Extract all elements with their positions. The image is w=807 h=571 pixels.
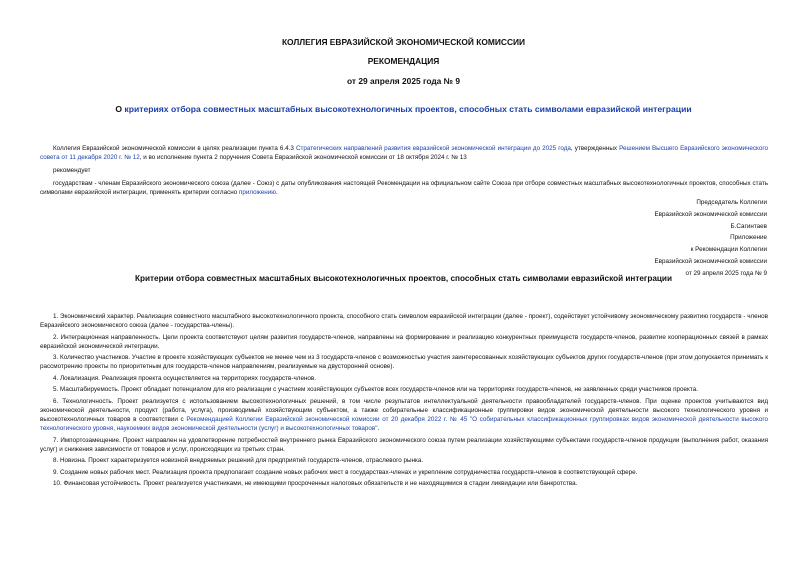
criterion-3: 3. Количество участников. Участие в проекте хозяйствующих субъектов не менее чем из 3 государств-членов с возможностью участия заинтересованных хозяйствующих субъектов других государств-членов (при этом допускается принимать к рассмотрению проекты по приоритетным для государств-членов направлениям, реализуемые на двусторонней основе).: [40, 354, 768, 371]
criterion-6-text: 6. Технологичность. Проект реализуется с использованием высокотехнологичных решений, в том числе результатов интеллектуальной деятельности правообладателей государств-членов. При оценке проектов учитываются вид экономической деятельности, продукт (работа, услуга), производимый хозяйствующим субъектом, а также собирательные классификационные группировки видов экономической деятельности высокого технологического уровня и высокотехнологичных товаров в соответствии с: [40, 397, 768, 423]
appendix-link[interactable]: приложению: [238, 189, 277, 197]
criterion-2: 2. Интеграционная направленность. Цели проекта соответствуют целям развития государств-членов, направлены на формирование и реализацию конкурентных преимуществ государств-членов, развитие кооперационных связей в рамках евразийской экономической интеграции.: [40, 333, 768, 350]
appendix-ref-line4: от 29 апреля 2025 года № 9: [685, 269, 767, 277]
signature-block: [654, 197, 767, 280]
supreme-council-decision-link[interactable]: Решением Высшего Евразийского экономического совета от 11 декабря 2020 г. № 12: [40, 145, 768, 162]
criterion-5: 5. Масштабируемость. Проект обладает потенциалом для его реализации с участием хозяйствующих субъектов всех государств-членов или на территориях государств-членов, не заявленных среди участников проекта.: [53, 386, 698, 394]
signature-org: Евразийской экономической комиссии: [654, 210, 767, 218]
criterion-8: 8. Новизна. Проект характеризуется новизной внедряемых решений для предприятий государств-членов, отраслевого рынка.: [53, 457, 424, 465]
body-text: государствам - членам Евразийского экономического союза (далее - Союз) с даты опубликования настоящей Рекомендации на официальном сайте Союза при отборе совместных масштабных высокотехнологичных проектов, способных стать символами евразийской интеграции, применять критерии согласно: [40, 180, 768, 197]
criterion-1: 1. Экономический характер. Реализация совместного масштабного высокотехнологичного проекта, способного стать символом евразийской интеграции (далее - проект), содействует устойчивому экономическому развитию государств - членов Евразийского экономического союза (далее - государства-члены).: [40, 313, 768, 330]
signature-position: Председатель Коллегии: [696, 199, 767, 206]
title-prefix: О: [115, 104, 125, 114]
criteria-list: [40, 312, 768, 490]
criterion-10: 10. Финансовая устойчивость. Проект реализуется участниками, не имеющими просроченных налоговых обязательств и не находящимися в стадии ликвидации или банкротства.: [53, 479, 578, 487]
title-link[interactable]: критериях отбора совместных масштабных высокотехнологичных проектов, способных стать символами евразийской интеграции: [124, 104, 692, 114]
preamble-text-2: , утвержденных: [570, 145, 620, 152]
criteria-title: Критерии отбора совместных масштабных высокотехнологичных проектов, способных стать символами евразийской интеграции: [135, 274, 672, 283]
recommends-line: рекомендует: [53, 167, 91, 174]
criterion-4: 4. Локализация. Реализация проекта осуществляется на территориях государств-членов.: [53, 374, 317, 382]
recommendation-45-link[interactable]: Рекомендацией Коллегии Евразийской экономической комиссии от 20 декабря 2022 г. № 45 "О собирательных классификационных группировках видов экономической деятельности высокого технологического уровня, наукоемких видов экономической деятельности (услуг) и высокотехнологичных товаров": [40, 415, 769, 433]
document-title: [0, 104, 807, 114]
doc-type-heading: РЕКОМЕНДАЦИЯ: [367, 56, 440, 66]
strategic-directions-link[interactable]: Стратегических направлений развития евразийской экономической интеграции до 2025 года: [295, 145, 571, 152]
preamble-text-3: , и во исполнение пункта 2 поручения Совета Евразийской экономической комиссии от 18 октября 2024 г. № 13: [139, 154, 467, 162]
signature-name: Б.Сагинтаев: [730, 222, 767, 230]
org-heading: КОЛЛЕГИЯ ЕВРАЗИЙСКОЙ ЭКОНОМИЧЕСКОЙ КОМИССИИ: [281, 37, 526, 47]
preamble-paragraph: [40, 144, 768, 162]
preamble-text-1: Коллегия Евразийской экономической комиссии в целях реализации пункта 6.4.3: [53, 145, 296, 152]
criterion-6: [40, 397, 768, 434]
date-number-heading: от 29 апреля 2025 года № 9: [347, 76, 460, 86]
criterion-7: 7. Импортозамещение. Проект направлен на удовлетворение потребностей внутреннего рынка Евразийского экономического союза путем реализации хозяйствующими субъектами государств-членов продукции (выполнения работ, оказания услуг) и снижения зависимости от товаров и услуг, происходящих из третьих стран.: [40, 436, 768, 453]
body-paragraph: [40, 179, 768, 197]
appendix-label: Приложение: [730, 234, 767, 242]
appendix-ref-line3: Евразийской экономической комиссии: [654, 257, 767, 265]
criterion-6-end: .: [377, 425, 380, 433]
body-end: .: [276, 189, 278, 197]
appendix-ref-line2: к Рекомендации Коллегии: [690, 246, 767, 254]
criterion-9: 9. Создание новых рабочих мест. Реализация проекта предполагает создание новых рабочих мест в государствах-членах и укрепление сотрудничества государств-членов в соответствующей сфере.: [53, 468, 638, 476]
